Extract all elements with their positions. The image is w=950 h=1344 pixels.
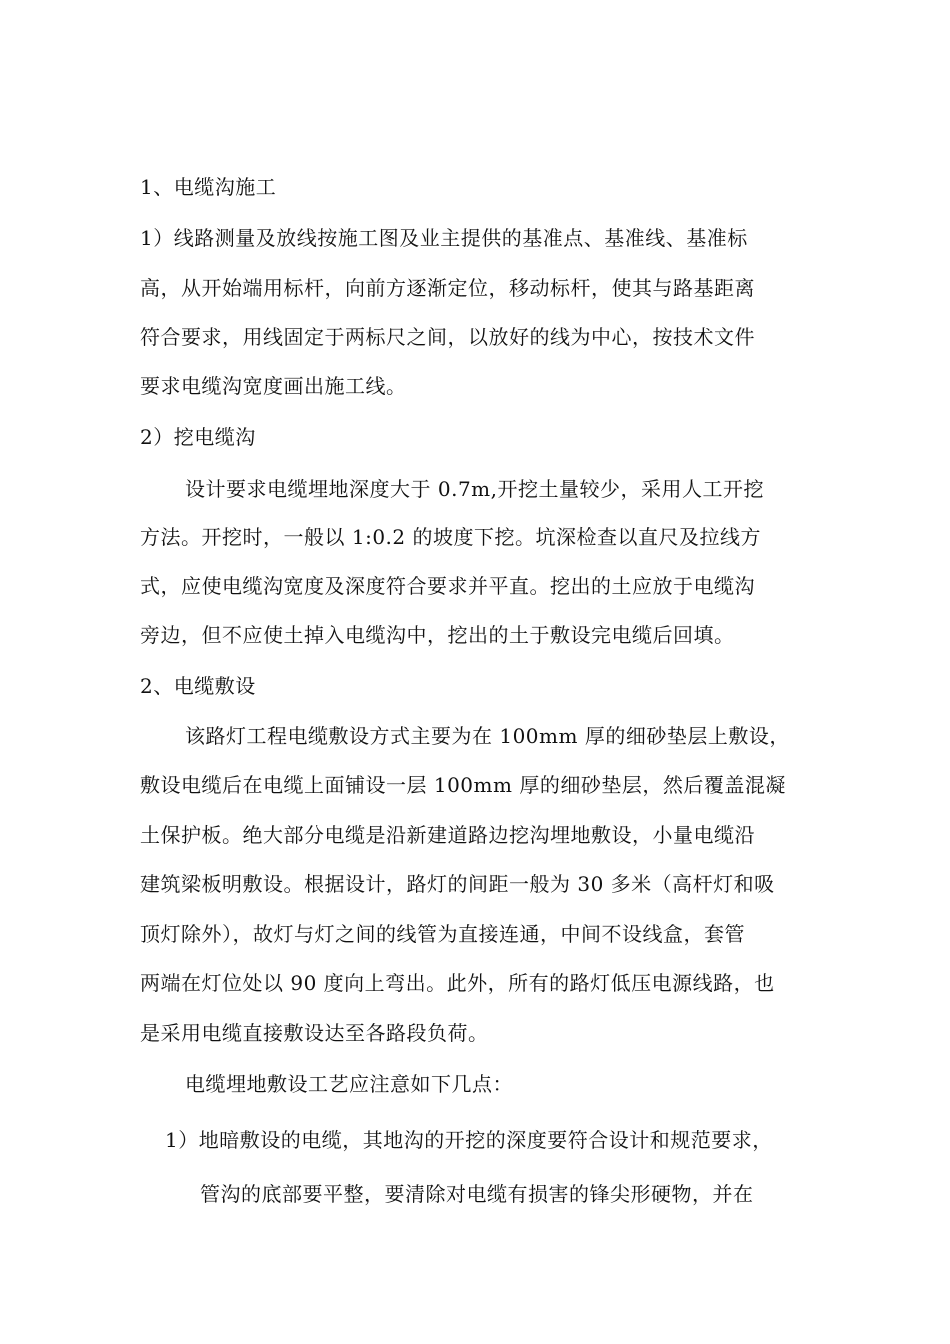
paragraph-line: 高，从开始端用标杆，向前方逐渐定位，移动标杆，使其与路基距离 [140, 276, 755, 300]
paragraph-line: 1）线路测量及放线按施工图及业主提供的基准点、基准线、基准标 [140, 226, 748, 250]
subheading-dig-trench: 2）挖电缆沟 [140, 425, 256, 449]
paragraph-line: 旁边，但不应使土掉入电缆沟中，挖出的土于敷设完电缆后回填。 [140, 623, 735, 647]
paragraph-line: 敷设电缆后在电缆上面铺设一层 100mm 厚的细砂垫层，然后覆盖混凝 [140, 773, 786, 797]
paragraph-line: 建筑梁板明敷设。根据设计，路灯的间距一般为 30 多米（高杆灯和吸 [140, 872, 775, 896]
paragraph-line: 该路灯工程电缆敷设方式主要为在 100mm 厚的细砂垫层上敷设， [185, 724, 790, 748]
list-item-line: 管沟的底部要平整，要清除对电缆有损害的锋尖形硬物，并在 [200, 1182, 754, 1206]
section-heading-cable-trench: 1、电缆沟施工 [140, 175, 277, 199]
paragraph-line: 要求电缆沟宽度画出施工线。 [140, 374, 407, 398]
paragraph-line: 符合要求，用线固定于两标尺之间，以放好的线为中心，按技术文件 [140, 325, 755, 349]
section-heading-cable-laying: 2、电缆敷设 [140, 674, 256, 698]
paragraph-line: 是采用电缆直接敷设达至各路段负荷。 [140, 1021, 489, 1045]
paragraph-line: 顶灯除外），故灯与灯之间的线管为直接连通，中间不设线盒，套管 [140, 922, 745, 946]
paragraph-line: 设计要求电缆埋地深度大于 0.7m,开挖土量较少，采用人工开挖 [185, 477, 764, 501]
paragraph-line: 土保护板。绝大部分电缆是沿新建道路边挖沟埋地敷设，小量电缆沿 [140, 823, 755, 847]
paragraph-line: 方法。开挖时，一般以 1:0.2 的坡度下挖。坑深检查以直尺及拉线方 [140, 525, 761, 549]
list-item-line: 1）地暗敷设的电缆，其地沟的开挖的深度要符合设计和规范要求， [165, 1128, 773, 1152]
paragraph-line: 电缆埋地敷设工艺应注意如下几点： [185, 1072, 513, 1096]
paragraph-line: 式，应使电缆沟宽度及深度符合要求并平直。挖出的土应放于电缆沟 [140, 574, 755, 598]
paragraph-line: 两端在灯位处以 90 度向上弯出。此外，所有的路灯低压电源线路，也 [140, 971, 775, 995]
